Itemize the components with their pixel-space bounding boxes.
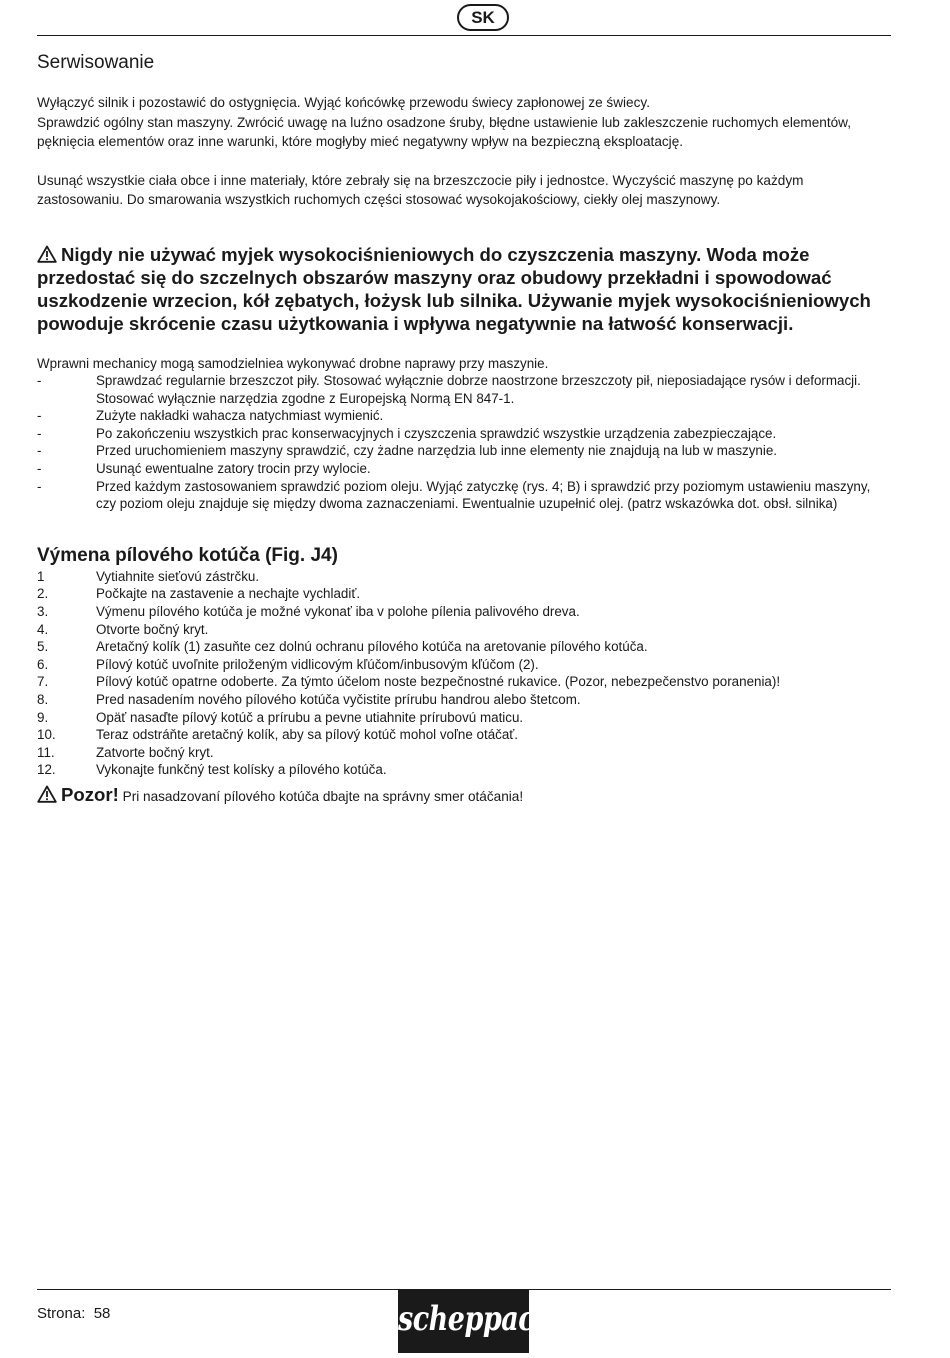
maintenance-list (37, 372, 892, 513)
page-number: 58 (93, 1305, 111, 1322)
step-number: 8. (37, 692, 49, 707)
list-item (37, 407, 892, 425)
warning-block (37, 243, 892, 335)
list-item (37, 761, 892, 779)
list-item (37, 673, 892, 691)
step-text: Pred nasadením nového pílového kotúča vyčistite prírubu handrou alebo štetcom. (96, 692, 581, 707)
step-text: Teraz odstráňte aretačný kolík, aby sa pílový kotúč mohol voľne otáčať. (96, 727, 519, 743)
list-item-text: Zużyte nakładki wahacza natychmiast wymienić. (96, 408, 384, 424)
step-text: Otvorte bočný kryt. (96, 621, 209, 637)
list-item (37, 568, 892, 586)
list-bullet: - (37, 425, 42, 441)
list-bullet: - (37, 373, 42, 389)
list-item-text: Przed uruchomieniem maszyny sprawdzić, czy żadne narzędzia lub inne elementy nie znajdują na lub w maszynie. (96, 443, 778, 459)
list-item (37, 709, 892, 727)
step-text: Aretačný kolík (1) zasuňte cez dolnú ochranu pílového kotúča na aretovanie pílového kotúča. (96, 639, 648, 655)
caution-note (37, 784, 892, 808)
section-title-vymena: Výmena pílového kotúča (Fig. J4) (37, 544, 338, 566)
list-item (37, 425, 892, 443)
list-item (37, 744, 892, 762)
step-text: Opäť nasaďte pílový kotúč a prírubu a pevne utiahnite prírubovú maticu. (96, 709, 524, 725)
section-title-serwisowanie: Serwisowanie (37, 52, 155, 73)
list-item (37, 372, 892, 407)
step-number: 5. (37, 639, 49, 655)
step-number: 12. (37, 762, 56, 778)
page-label: Strona: (37, 1305, 86, 1322)
caution-text: Pri nasadzovaní pílového kotúča dbajte na správny smer otáčania! (122, 788, 524, 804)
step-number: 10. (37, 727, 56, 743)
list-item-text: Sprawdzać regularnie brzeszczot piły. Stosować wyłącznie dobrze naostrzone brzeszczoty pił, nieposiadające rysów i deformacji. Stosować wyłącznie narzędzia zgodne z Europejską Normą EN 847-1. (96, 373, 861, 406)
logo-text: scheppach (398, 1300, 554, 1339)
step-text: Pílový kotúč opatrne odoberte. Za týmto účelom noste bezpečnostné rukavice. (Pozor, nebezpečenstvo poranenia)! (96, 674, 781, 690)
step-number: 9. (37, 709, 49, 725)
warning-text: Nigdy nie używać myjek wysokociśnieniowych do czyszczenia maszyny. Woda może przedostać się do szczelnych obszarów maszyny oraz obudowy przekładni i spowodować uszkodzenie wrzecion, kół zębatych, łożysk lub silnika. Używanie myjek wysokociśnieniowych powoduje skrócenie czasu użytkowania i wpływa negatywnie na łatwość konserwacji. (37, 243, 871, 334)
step-text: Vykonajte funkčný test kolísky a pílového kotúča. (96, 762, 387, 778)
list-item (37, 603, 892, 621)
list-item (37, 726, 892, 744)
list-item (37, 585, 892, 603)
list-item-text: Po zakończeniu wszystkich prac konserwacyjnych i czyszczenia sprawdzić wszystkie urządzenia zabezpieczające. (96, 425, 777, 441)
list-item (37, 442, 892, 460)
step-number: 4. (37, 621, 49, 637)
list-bullet: - (37, 478, 42, 494)
step-text: Vytiahnite sieťovú zástrčku. (96, 568, 260, 584)
page-footer (37, 1305, 110, 1322)
warning-icon (37, 245, 57, 263)
step-text: Pílový kotúč uvoľnite priloženým vidlicovým kľúčom/inbusovým kľúčom (2). (96, 656, 539, 672)
list-item (37, 638, 892, 656)
list-item (37, 691, 892, 709)
step-number: 11. (37, 744, 55, 760)
list-item (37, 460, 892, 478)
language-badge: SK (457, 4, 509, 31)
list-bullet: - (37, 443, 42, 459)
list-item (37, 478, 892, 513)
list-item (37, 621, 892, 639)
step-text: Výmenu pílového kotúča je možné vykonať iba v polohe pílenia palivového dreva. (96, 604, 580, 620)
list-bullet: - (37, 408, 42, 424)
step-number: 2. (37, 586, 49, 602)
step-number: 7. (37, 674, 49, 690)
step-number: 3. (37, 604, 49, 620)
page-content (37, 50, 892, 808)
steps-list (37, 568, 892, 779)
paragraph: Wprawni mechanicy mogą samodzielniea wykonywać drobne naprawy przy maszynie. (37, 355, 549, 371)
step-number: 6. (37, 656, 49, 672)
list-item-text: Przed każdym zastosowaniem sprawdzić poziom oleju. Wyjąć zatyczkę (rys. 4; B) i sprawdzić przy poziomym ustawieniu maszyny, czy poziom oleju znajduje się między dwoma zaznaczeniami. Ewentualnie uzupełnić olej. (patrz wskazówka dot. obsł. silnika) (96, 478, 871, 512)
list-bullet: - (37, 461, 42, 477)
top-rule (37, 35, 891, 36)
paragraph: Sprawdzić ogólny stan maszyny. Zwrócić uwagę na luźno osadzone śruby, błędne ustawienie lub zakleszczenie ruchomych elementów, pęknięcia elementów oraz inne warunki, które mogłyby mieć negatywny wpływ na bezpieczną eksploatację. (37, 114, 852, 149)
step-number: 1 (37, 568, 45, 584)
caution-label: Pozor! (61, 783, 119, 805)
paragraph: Wyłączyć silnik i pozostawić do ostygnięcia. Wyjąć końcówkę przewodu świecy zapłonowej ze świecy. (37, 95, 650, 110)
list-item (37, 656, 892, 674)
list-item-text: Usunąć ewentualne zatory trocin przy wylocie. (96, 461, 371, 477)
step-text: Počkajte na zastavenie a nechajte vychladiť. (96, 586, 361, 602)
warning-icon (37, 785, 57, 803)
logo-tab (398, 1343, 439, 1353)
step-text: Zatvorte bočný kryt. (96, 744, 214, 760)
paragraph: Usunąć wszystkie ciała obce i inne materiały, które zebrały się na brzeszczocie piły i jednostce. Wyczyścić maszynę po każdym zastosowaniu. Do smarowania wszystkich ruchomych części stosować wysokojakościowy, ciekły olej maszynowy. (37, 172, 804, 207)
